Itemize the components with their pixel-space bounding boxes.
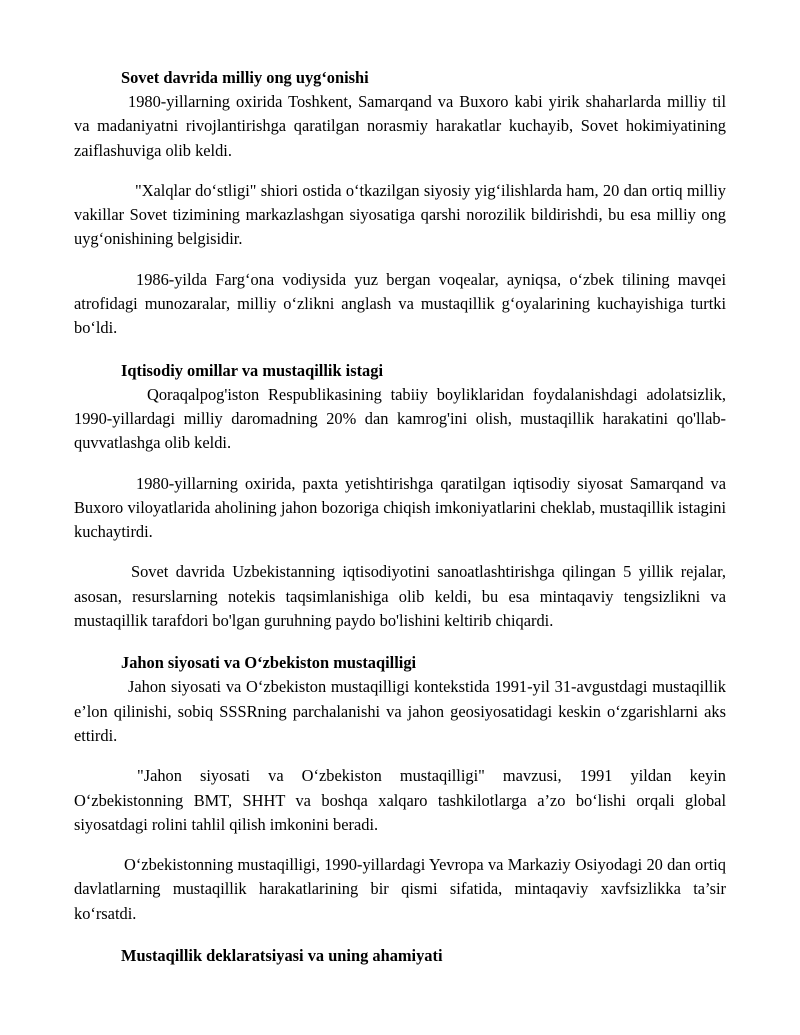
section-heading: Iqtisodiy omillar va mustaqillik istagi — [121, 360, 383, 380]
section-heading: Jahon siyosati va O‘zbekiston mustaqilligi — [121, 653, 417, 673]
paragraph: 1980-yillarning oxirida Toshkent, Samarqand va Buxoro kabi yirik shaharlarda milliy til va madaniyatni rivojlantirishga qaratilgan norasmiy harakatlar kuchayib, Sovet hokimiyatining zaiflashuviga olib keldi. — [74, 92, 726, 160]
paragraph: O‘zbekistonning mustaqilligi, 1990-yillardagi Yevropa va Markaziy Osiyodagi 20 dan ortiq davlatlarning mustaqillik harakatlarining bir qismi sifatida, mintaqaviy xavfsizlikka ta’sir ko‘rsatdi. — [74, 855, 726, 923]
paragraph: "Xalqlar do‘stligi" shiori ostida o‘tkazilgan siyosiy yig‘ilishlarda ham, 20 dan ortiq milliy vakillar Sovet tizimining markazlashgan siyosatiga qarshi norozilik bildirishdi, bu esa milliy ong uyg‘onishining belgisidir. — [74, 180, 726, 249]
paragraph: 1986-yilda Farg‘ona vodiysida yuz bergan voqealar, ayniqsa, o‘zbek tilining mavqei atrofidagi munozaralar, milliy o‘zlikni anglash va mustaqillik g‘oyalarining kuchayishiga turtki bo‘ldi. — [74, 269, 726, 338]
paragraph: Jahon siyosati va O‘zbekiston mustaqilligi kontekstida 1991-yil 31-avgustdagi mustaqillik e’lon qilinishi, sobiq SSSRning parchalanishi va jahon geosiyosatidagi keskin o‘zgarishlarni aks ettirdi. — [74, 677, 726, 745]
paragraph: Qoraqalpog'iston Respublikasining tabiiy boyliklaridan foydalanishdagi adolatsizlik, 1990-yillardagi milliy daromadning 20% dan kamrog'ini olish, mustaqillik harakatini qo'llab-quvvatlashga olib keldi. — [74, 384, 726, 453]
section-heading: Mustaqillik deklaratsiyasi va uning ahamiyati — [121, 946, 443, 966]
document-page — [74, 66, 726, 968]
paragraph: 1980-yillarning oxirida, paxta yetishtirishga qaratilgan iqtisodiy siyosat Samarqand va Buxoro viloyatlarida aholining jahon bozoriga chiqish imkoniyatlarini cheklab, mustaqillik istagini kuchaytirdi. — [74, 473, 726, 542]
paragraph: Sovet davrida Uzbekistanning iqtisodiyotini sanoatlashtirishga qilingan 5 yillik rejalar, asosan, resurslarning notekis taqsimlanishiga olib keldi, bu esa mintaqaviy tengsizlikni va mustaqillik tarafdori bo'lgan guruhning paydo bo'lishini keltirib chiqardi. — [74, 562, 726, 631]
section-heading: Sovet davrida milliy ong uyg‘onishi — [121, 68, 369, 87]
paragraph: "Jahon siyosati va O‘zbekiston mustaqilligi" mavzusi, 1991 yildan keyin O‘zbekistonning BMT, SHHT va boshqa xalqaro tashkilotlarga a’zo bo‘lishi orqali global siyosatdagi rolini tahlil qilish imkonini beradi. — [74, 766, 726, 834]
